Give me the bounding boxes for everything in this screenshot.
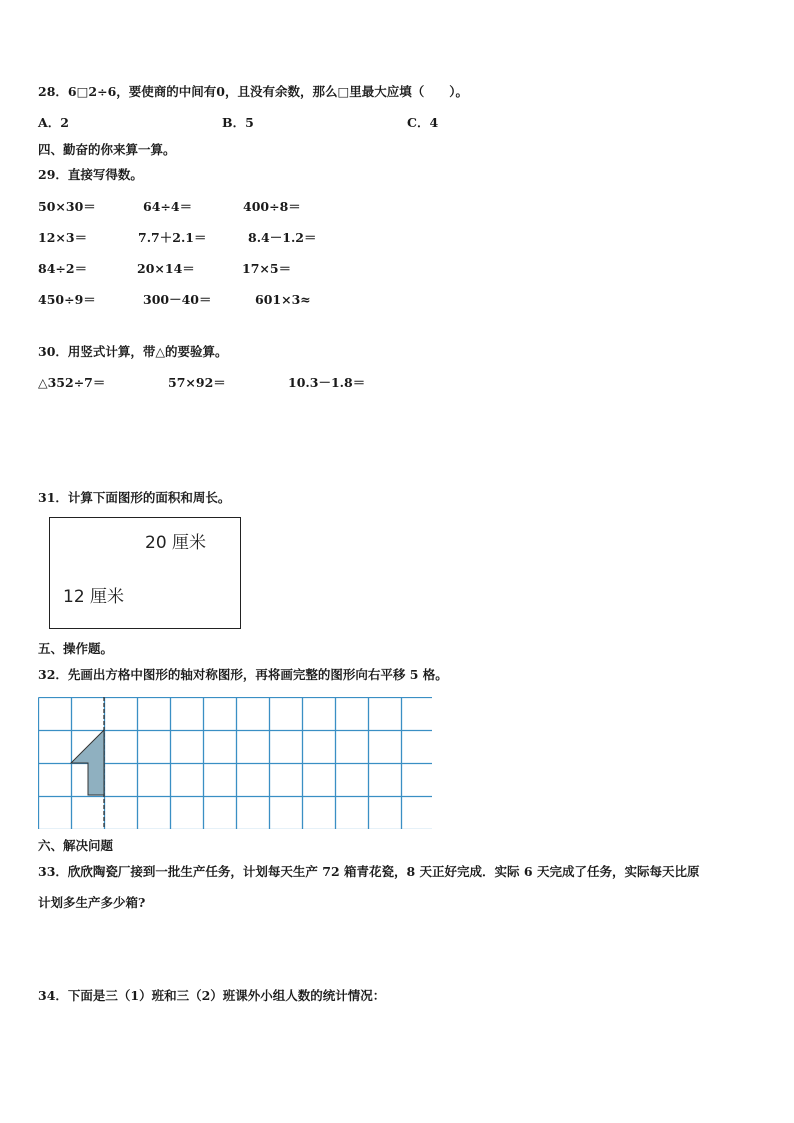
q28-text: 28．6□2÷6，要使商的中间有0，且没有余数，那么□里最大应填（ ）。 — [38, 84, 469, 99]
q28-option-c: C．4 — [407, 115, 439, 130]
q29-title: 29．直接写得数。 — [38, 167, 143, 182]
q30-item: 57×92＝ — [168, 375, 226, 390]
q29-item: 50×30＝ — [38, 199, 96, 214]
rectangle-length-label: 20 厘米 — [145, 533, 207, 553]
q32-title: 32．先画出方格中图形的轴对称图形，再将画完整的图形向右平移 5 格。 — [38, 667, 448, 682]
q29-item: 64÷4＝ — [143, 199, 193, 214]
q30-title: 30．用竖式计算，带△的要验算。 — [38, 344, 228, 359]
q29-item: 400÷8＝ — [243, 199, 301, 214]
q34-text: 34．下面是三（1）班和三（2）班课外小组人数的统计情况： — [38, 988, 386, 1003]
q29-item: 601×3≈ — [255, 292, 311, 307]
q29-item: 12×3＝ — [38, 230, 88, 245]
q29-item: 17×5＝ — [242, 261, 292, 276]
q30-item: 10.3－1.8＝ — [288, 375, 366, 390]
q33-line1: 33．欣欣陶瓷厂接到一批生产任务，计划每天生产 72 箱青花瓷，8 天正好完成．实际 6 天完成了任务，实际每天比原 — [38, 864, 700, 879]
q29-item: 300－40＝ — [143, 292, 212, 307]
q28-option-a: A．2 — [38, 115, 69, 130]
q30-item: △352÷7＝ — [38, 375, 106, 390]
q29-item: 7.7＋2.1＝ — [138, 230, 207, 245]
half-figure-shape — [71, 730, 104, 795]
q31-title: 31．计算下面图形的面积和周长。 — [38, 490, 231, 505]
q29-item: 450÷9＝ — [38, 292, 96, 307]
section4-heading: 四、勤奋的你来算一算。 — [38, 142, 176, 157]
q29-item: 20×14＝ — [137, 261, 195, 276]
square-grid — [38, 697, 432, 829]
q29-item: 8.4－1.2＝ — [248, 230, 317, 245]
rectangle-width-label: 12 厘米 — [63, 587, 125, 607]
section5-heading: 五、操作题。 — [38, 641, 114, 656]
q33-line2: 计划多生产多少箱? — [38, 895, 146, 910]
section6-heading: 六、解决问题 — [38, 838, 114, 853]
rectangle-figure — [49, 517, 241, 629]
q29-item: 84÷2＝ — [38, 261, 88, 276]
q28-option-b: B．5 — [222, 115, 254, 130]
